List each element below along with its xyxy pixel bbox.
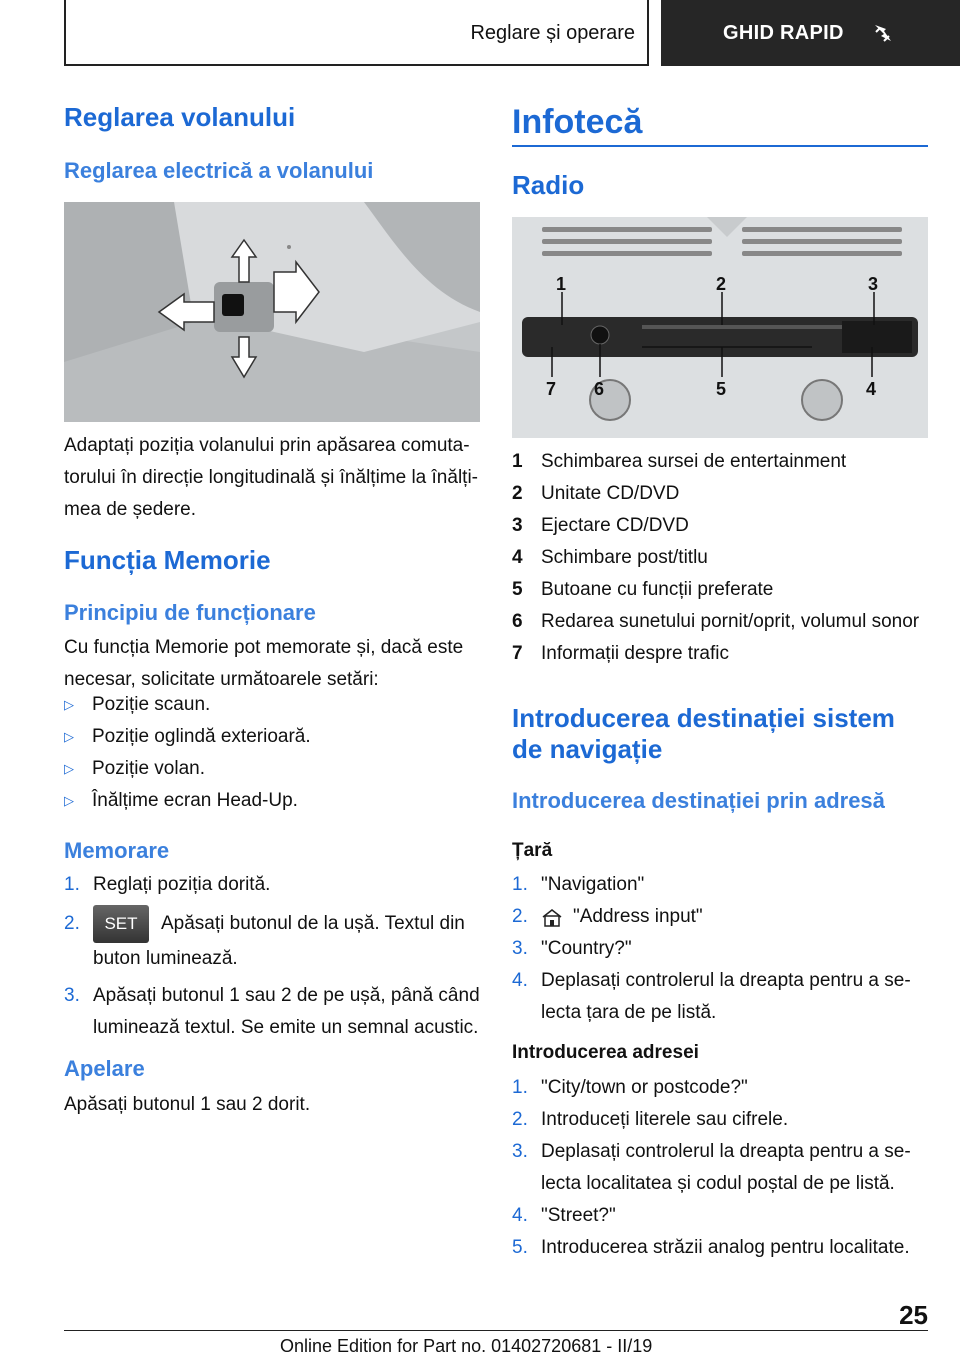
legend-text: Schimbare post/titlu xyxy=(541,547,708,568)
bullet-text: Poziție oglindă exterioară. xyxy=(92,726,311,748)
adresa-heading xyxy=(512,788,885,814)
legend-item xyxy=(512,446,932,478)
step-text: "City/town or postcode?" xyxy=(541,1077,748,1098)
callout-6: 6 xyxy=(594,379,605,399)
step-text: Deplasați controlerul la dreapta pentru a se- xyxy=(541,1141,911,1162)
memorie-heading xyxy=(64,545,271,576)
legend-text: Schimbarea sursei de entertainment xyxy=(541,451,847,472)
callout-4: 4 xyxy=(866,379,877,399)
list-item xyxy=(64,753,205,785)
legend-text: Informații despre trafic xyxy=(541,643,729,664)
legend-number: 3 xyxy=(512,515,523,536)
list-item xyxy=(512,933,932,965)
step-text-cont: lecta localitatea și codul poștal de pe listă. xyxy=(541,1173,895,1194)
steering-main-heading xyxy=(64,102,295,133)
list-item xyxy=(512,965,932,997)
step-text-cont: lecta țara de pe listă. xyxy=(541,1002,717,1023)
page-header xyxy=(64,0,960,66)
step-number: 5. xyxy=(512,1237,528,1258)
footer-edition: Online Edition for Part no. 01402720681 - II/19 xyxy=(280,1336,653,1356)
step-number: 2. xyxy=(512,906,528,927)
callout-1: 1 xyxy=(556,274,567,294)
list-item xyxy=(64,689,210,721)
step-number: 3. xyxy=(512,1141,528,1162)
callout-7: 7 xyxy=(546,379,557,399)
apelare-text: Apăsați butonul 1 sau 2 dorit. xyxy=(64,1094,311,1115)
step-text: "Navigation" xyxy=(541,874,645,895)
list-item xyxy=(512,1104,932,1136)
header-section-title: Reglare și operare xyxy=(470,21,635,44)
heading-functia-memorie: Funcția Memorie xyxy=(64,545,271,575)
triangle-bullet-icon: ▷ xyxy=(64,729,74,744)
heading-prin-adresa: Introducerea destinației prin adresă xyxy=(512,788,885,813)
steering-adjust-image xyxy=(64,202,480,422)
list-item xyxy=(512,901,932,933)
step-text: Introduceți literele sau cifrele. xyxy=(541,1109,789,1130)
heading-introducerea-destinatiei xyxy=(512,703,928,765)
step-number: 2. xyxy=(64,913,80,934)
legend-text: Butoane cu funcții preferate xyxy=(541,579,774,600)
list-item xyxy=(64,721,311,753)
legend-item xyxy=(512,574,932,606)
radio-panel-image xyxy=(512,217,928,438)
list-item xyxy=(512,869,932,901)
legend-number: 5 xyxy=(512,579,523,600)
principiu-heading xyxy=(64,600,316,626)
step-number: 4. xyxy=(512,970,528,991)
principiu-text xyxy=(64,632,480,696)
bullet-text: Poziție volan. xyxy=(92,758,206,780)
step-number: 3. xyxy=(512,938,528,959)
radio-legend xyxy=(512,446,932,670)
set-button-image: SET xyxy=(93,905,149,943)
adrese-label: Introducerea adresei xyxy=(512,1042,699,1063)
header-badge xyxy=(661,0,960,66)
legend-number: 4 xyxy=(512,547,523,568)
step-number: 1. xyxy=(512,874,528,895)
bullet-text: Poziție scaun. xyxy=(92,694,211,716)
step-text-cont: buton luminează. xyxy=(93,948,238,969)
step-number: 1. xyxy=(64,874,80,895)
triangle-bullet-icon: ▷ xyxy=(64,697,74,712)
list-item xyxy=(512,1200,932,1232)
step-text: Reglați poziția dorită. xyxy=(93,874,271,895)
steering-sub-heading xyxy=(64,158,373,184)
triangle-bullet-icon: ▷ xyxy=(64,793,74,808)
legend-number: 1 xyxy=(512,451,523,472)
text-line: mea de ședere. xyxy=(64,499,197,520)
callout-5: 5 xyxy=(716,379,727,399)
list-item xyxy=(512,1072,932,1104)
text-line: torului în direcție longitudinală și înălțime la înălți- xyxy=(64,467,478,488)
step-text: Introducerea străzii analog pentru localitate. xyxy=(541,1237,910,1258)
adrese-steps xyxy=(512,1072,932,1264)
bullet-text: Înălțime ecran Head-Up. xyxy=(92,790,298,812)
heading-reglarea-volanului: Reglarea volanului xyxy=(64,102,296,132)
step-text: "Country?" xyxy=(541,938,632,959)
legend-text: Unitate CD/DVD xyxy=(541,483,680,504)
list-item xyxy=(64,980,484,1044)
legend-item xyxy=(512,638,932,670)
step-text: Apăsați butonul de la ușă. Textul din xyxy=(161,913,465,934)
legend-text: Ejectare CD/DVD xyxy=(541,515,689,536)
step-number: 2. xyxy=(512,1109,528,1130)
nav-heading xyxy=(512,703,928,765)
tara-steps xyxy=(512,869,932,1029)
text-line: Adaptați poziția volanului prin apăsarea comuta- xyxy=(64,435,470,456)
heading-radio: Radio xyxy=(512,170,585,200)
step-text: "Street?" xyxy=(541,1205,616,1226)
page-number: 25 xyxy=(899,1300,928,1330)
heading-apelare: Apelare xyxy=(64,1056,145,1081)
step-number: 4. xyxy=(512,1205,528,1226)
address-input-icon xyxy=(541,907,563,927)
header-badge-label: GHID RAPID xyxy=(723,21,844,44)
legend-text: Redarea sunetului pornit/oprit, volumul sonor xyxy=(541,611,920,632)
heading-line: Introducerea destinației sistem xyxy=(512,703,895,733)
heading-line: de navigație xyxy=(512,734,663,764)
triangle-bullet-icon: ▷ xyxy=(64,761,74,776)
step-text: "Address input" xyxy=(573,906,703,927)
legend-item xyxy=(512,478,932,510)
list-item xyxy=(64,869,270,901)
legend-item xyxy=(512,510,932,542)
quick-guide-icon xyxy=(872,22,894,44)
legend-item xyxy=(512,542,932,574)
steering-switch-illustration xyxy=(64,202,480,422)
legend-number: 7 xyxy=(512,643,523,664)
list-item xyxy=(64,905,480,975)
tara-label: Țară xyxy=(512,840,553,861)
legend-item xyxy=(512,606,932,638)
heading-infoteca: Infotecă xyxy=(512,103,643,141)
list-item xyxy=(512,1232,932,1264)
callout-2: 2 xyxy=(716,274,727,294)
text-line: necesar, solicitate următoarele setări: xyxy=(64,669,379,690)
footer-rule xyxy=(64,1330,928,1331)
legend-number: 6 xyxy=(512,611,523,632)
heading-principiu: Principiu de funcționare xyxy=(64,600,316,625)
step-number: 1. xyxy=(512,1077,528,1098)
step-number: 3. xyxy=(64,985,80,1006)
heading-reglarea-electrica: Reglarea electrică a volanului xyxy=(64,158,374,183)
memorare-heading xyxy=(64,838,169,864)
step-text-cont: luminează textul. Se emite un semnal acustic. xyxy=(93,1017,479,1038)
heading-rule xyxy=(512,145,928,147)
step-text: Apăsați butonul 1 sau 2 de pe ușă, până când xyxy=(93,985,480,1006)
radio-illustration xyxy=(512,217,928,438)
steering-description xyxy=(64,430,480,526)
infoteca-heading xyxy=(512,103,642,142)
apelare-heading xyxy=(64,1056,145,1082)
legend-number: 2 xyxy=(512,483,523,504)
callout-3: 3 xyxy=(868,274,879,294)
step-text: Deplasați controlerul la dreapta pentru a se- xyxy=(541,970,911,991)
list-item xyxy=(64,785,298,817)
radio-heading xyxy=(512,170,584,201)
list-item xyxy=(512,1136,932,1168)
heading-memorare: Memorare xyxy=(64,838,170,863)
text-line: Cu funcția Memorie pot memorate și, dacă este xyxy=(64,637,464,658)
